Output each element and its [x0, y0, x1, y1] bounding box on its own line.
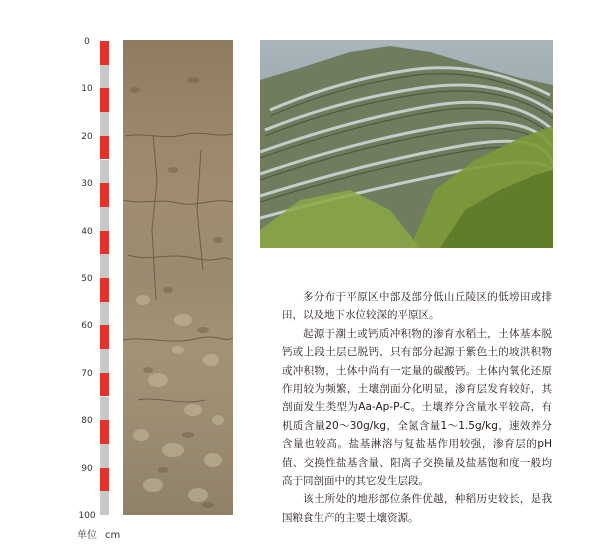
ruler-segment — [100, 491, 109, 515]
ruler-segment — [100, 444, 109, 468]
ruler-segment — [100, 88, 109, 112]
ruler-segment — [100, 160, 109, 184]
depth-tick-label: 40 — [81, 226, 93, 237]
ruler-segment — [100, 254, 109, 278]
terraced-paddy-field-photo — [260, 40, 553, 248]
soil-profile-photo — [123, 40, 233, 515]
depth-tick-label: 90 — [81, 463, 93, 474]
description-paragraph: 该土所处的地形部位条件优越，种稻历史较长，是我国粮食生产的主要土壤资源。 — [282, 493, 552, 524]
ruler-segment — [100, 278, 109, 302]
description-paragraph: 多分布于平原区中部及部分低山丘陵区的低塝田或排田，以及地下水位较深的平原区。 — [282, 291, 552, 322]
ruler-segment — [100, 183, 109, 207]
terrace-landscape-drawing — [260, 40, 553, 248]
unit-label-text: 单位 — [77, 530, 97, 541]
description-paragraph: 起源于潮土或钙质冲积物的渗育水稻土，土体基本脱钙或上段土层已脱钙，只有部分起源于紫色土的坡洪积物或冲积物，土体中尚有一定量的碳酸钙。土体内氧化还原作用较为频繁，土壤剖面分化明显，渗育层发育较好，其剖面发生类型为Aa-Ap-P-C。土壤养分含量水平较高，有机质含量20～30g/kg，全氮含量1～1.5g/kg，速效养分含量也较高。盐基淋溶与复盐基作用较强，渗育层的pH值、交换性盐基含量、阳离子交换量及盐基饱和度一般均高于同剖面中的其它发生层段。 — [282, 327, 552, 488]
depth-tick-label: 20 — [81, 131, 93, 142]
depth-tick-label: 100 — [78, 511, 96, 521]
ruler-segment — [100, 207, 109, 231]
ruler-segment — [100, 468, 109, 492]
unit-value-text: cm — [105, 530, 121, 541]
ruler-segment — [100, 136, 109, 160]
soil-description — [282, 288, 552, 527]
depth-tick-label: 30 — [81, 179, 93, 190]
ruler-segment — [100, 302, 109, 326]
ruler-segment — [100, 41, 109, 65]
depth-tick-label: 10 — [81, 84, 93, 95]
depth-tick-label: 70 — [81, 368, 93, 379]
ruler-segment — [100, 112, 109, 136]
depth-tick-label: 80 — [81, 416, 93, 427]
ruler-segment — [100, 65, 109, 89]
unit-label — [77, 526, 128, 541]
ruler-segment — [100, 420, 109, 444]
depth-tick-label: 60 — [81, 321, 93, 332]
ruler-segment — [100, 231, 109, 255]
depth-ruler — [100, 41, 109, 515]
ruler-segment — [100, 325, 109, 349]
soil-profile-texture — [123, 40, 233, 515]
ruler-segment — [100, 373, 109, 397]
ruler-segment — [100, 397, 109, 421]
ruler-segment — [100, 349, 109, 373]
depth-tick-label: 0 — [84, 37, 90, 47]
depth-tick-label: 50 — [81, 274, 93, 284]
